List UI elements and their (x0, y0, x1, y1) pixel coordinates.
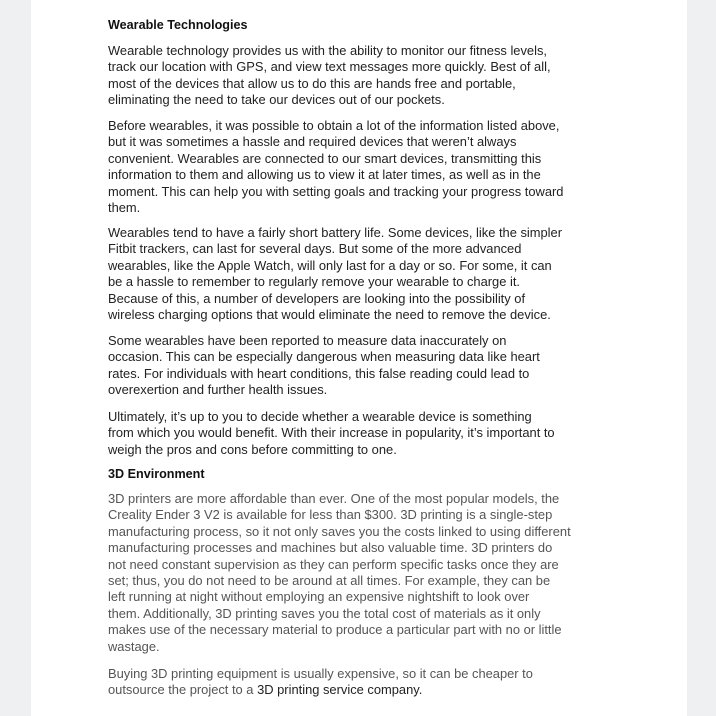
text-line: but it was sometimes a hassle and required devices that weren’t always (108, 134, 517, 150)
paragraph (108, 409, 555, 458)
text-line: Because of this, a number of developers are looking into the possibility of (108, 290, 526, 306)
text-line: them. (108, 199, 141, 215)
text-line: manufacturing process, so it not only saves you the costs linked to using different (108, 523, 571, 539)
text-line: rates. For individuals with heart conditions, this false reading could lead to (108, 365, 530, 381)
text-line: overexertion and further health issues. (108, 382, 328, 398)
text-line: Before wearables, it was possible to obtain a lot of the information listed above, (108, 118, 560, 133)
paragraph (108, 118, 563, 216)
text-line: wireless charging options that would eliminate the need to remove the device. (108, 306, 551, 322)
text-line: Wearables tend to have a fairly short battery life. Some devices, like the simpler (108, 225, 563, 240)
text-line: eliminating the need to take our devices out of our pockets. (108, 92, 445, 108)
text-line: Wearable technology provides us with the ability to monitor our fitness levels, (108, 43, 547, 58)
section-heading-wearable-technologies: Wearable Technologies (108, 18, 248, 32)
text-line: be a hassle to remember to regularly remove your wearable to charge it. (108, 274, 520, 290)
text-line: makes use of the necessary material to produce a particular part with no or little (108, 622, 562, 638)
document-page (31, 0, 687, 716)
paragraph (108, 225, 562, 323)
text-line: manufacturing processes and machines but also valuable time. 3D printers do (108, 540, 553, 556)
text-line: from which you would benefit. With their increase in popularity, it’s important to (108, 425, 555, 441)
text-fragment: outsource the project to a (108, 682, 258, 698)
text-line: Buying 3D printing equipment is usually expensive, so it can be cheaper to (108, 666, 533, 681)
text-line: left running at night without employing an expensive nightshift to look over (108, 589, 530, 605)
paragraph (108, 43, 551, 109)
text-line: Creality Ender 3 V2 is available for less than $300. 3D printing is a single-step (108, 507, 553, 523)
section-heading-3d-environment: 3D Environment (108, 467, 205, 481)
text-line: Some wearables have been reported to measure data inaccurately on (108, 333, 507, 348)
text-line: moment. This can help you with setting goals and tracking your progress toward (108, 183, 564, 199)
text-line: wastage. (108, 638, 160, 654)
text-line: not need constant supervision as they can perform specific tasks once they are (108, 556, 559, 572)
text-line: wearables, like the Apple Watch, will only last for a day or so. For some, it can (108, 257, 552, 273)
text-line-with-link (108, 682, 533, 698)
text-line: weigh the pros and cons before committing to one. (108, 441, 397, 457)
text-line: convenient. Wearables are connected to our smart devices, transmitting this (108, 150, 542, 166)
text-line: track our location with GPS, and view text messages more quickly. Best of all, (108, 59, 551, 75)
text-line: Fitbit trackers, can last for several days. But some of the more advanced (108, 241, 522, 257)
paragraph (108, 333, 540, 399)
paragraph (108, 666, 533, 699)
text-line: set; thus, you do not need to be around at all times. For example, they can be (108, 572, 551, 588)
text-line: 3D printers are more affordable than ever. One of the most popular models, the (108, 491, 560, 506)
text-line: Ultimately, it’s up to you to decide whether a wearable device is something (108, 409, 532, 424)
text-line: most of the devices that allow us to do this are hands free and portable, (108, 75, 516, 91)
paragraph (108, 491, 571, 655)
text-line: information to them and allowing us to view it at later times, as well as in the (108, 167, 541, 183)
text-line: occasion. This can be especially dangerous when measuring data like heart (108, 349, 540, 365)
3d-printing-service-link[interactable]: 3D printing service company. (257, 682, 423, 698)
text-line: them. Additionally, 3D printing saves you the total cost of materials as it only (108, 605, 541, 621)
